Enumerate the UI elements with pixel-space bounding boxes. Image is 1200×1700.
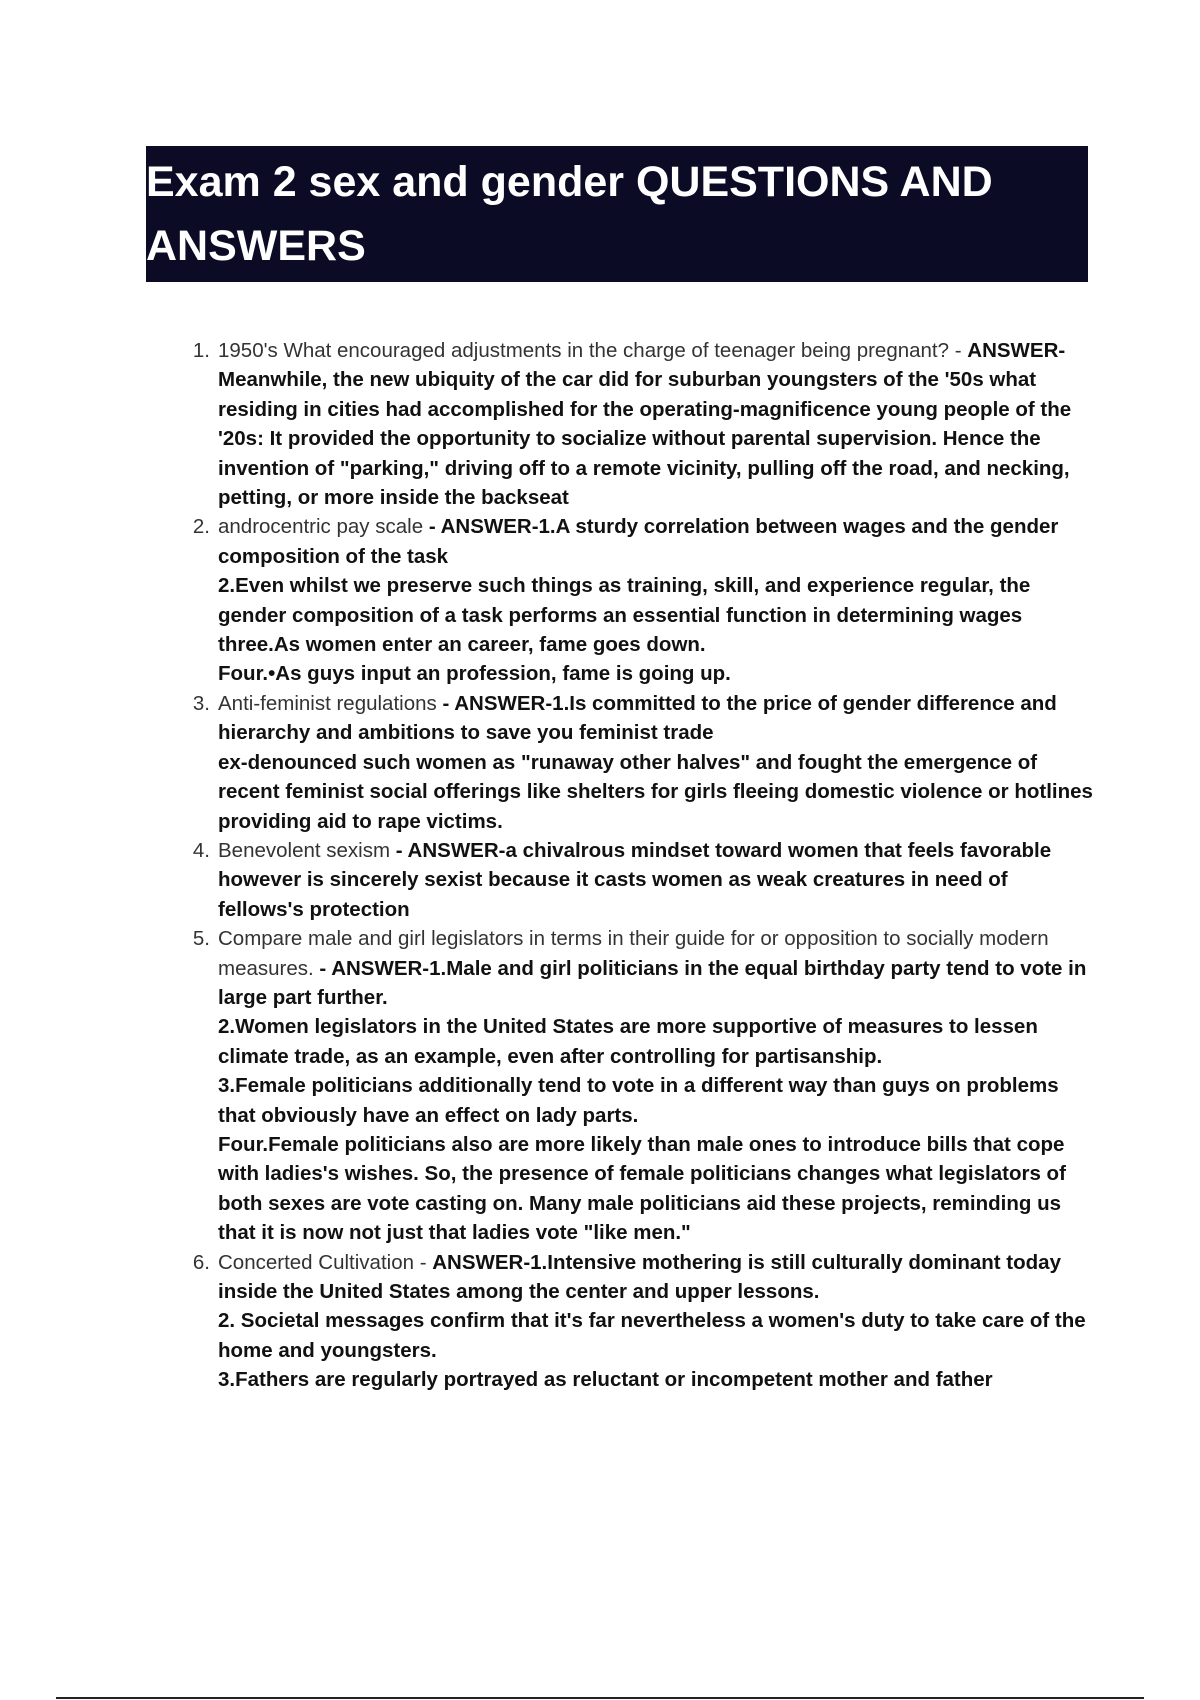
answer-separator: - [390, 838, 408, 862]
question-text: Compare male and girl legislators in terms in their guide for or opposition to socially modern measures. [218, 927, 1049, 980]
item-number: 1. [192, 339, 210, 362]
answer-line: 3.Female politicians additionally tend to vote in a different way than guys on problems that obviously have an effect on lady parts. [218, 1074, 1059, 1127]
qa-item [192, 336, 1098, 512]
qa-item [192, 1248, 1098, 1395]
title-banner [146, 146, 1088, 282]
question-text: Concerted Cultivation [218, 1250, 414, 1274]
answer-separator: - [423, 515, 441, 539]
answer-separator: - [436, 691, 455, 715]
answer-separator: - [414, 1250, 433, 1274]
item-number: 3. [192, 691, 210, 715]
answer-separator: - [313, 956, 332, 980]
answer-line: 2. Societal messages confirm that it's far nevertheless a women's duty to take care of the home and youngsters. [218, 1309, 1086, 1362]
answer-text: ANSWER-a chivalrous mindset toward women that feels favorable however is sincerely sexist because it casts women as weak creatures in need of fellows's protection [218, 838, 1052, 921]
item-number: 5. [192, 927, 210, 951]
answer-line: 2.Even whilst we preserve such things as training, skill, and experience regular, the gender composition of a task performs an essential function in determining wages [218, 574, 1031, 627]
item-number: 2. [192, 515, 210, 539]
answer-line: 2.Women legislators in the United States are more supportive of measures to lessen climate trade, as an example, even after controlling for partisanship. [218, 1015, 1038, 1068]
answer-line: three.As women enter an career, fame goes down. [218, 633, 706, 657]
item-number: 4. [192, 838, 210, 862]
answer-text: ANSWER-1.A sturdy correlation between wages and the gender composition of the task [218, 515, 1059, 568]
answer-line: Four.Female politicians also are more likely than male ones to introduce bills that cope with ladies's wishes. So, the presence of female politicians changes what legislators of both sexes are vote casting on. Many male politicians aid these projects, reminding us that it is now not just that ladies vote "like men." [218, 1132, 1066, 1245]
answer-text: ANSWER-1.Is committed to the price of gender difference and hierarchy and ambitions to save you feminist trade [218, 691, 1057, 745]
answer-text: ANSWER-Meanwhile, the new ubiquity of the car did for suburban youngsters of the '50s what residing in cities had accomplished for the operating-magnificence young people of the '20s: It provided the opportunity to socialize without parental supervision. Hence the invention of "parking," driving off to a remote vicinity, pulling off the road, and necking, petting, or more inside the backseat [218, 339, 1072, 510]
answer-line: ex-denounced such women as "runaway other halves" and fought the emergence of recent feminist social offerings like shelters for girls fleeing domestic violence or hotlines providing aid to rape victims. [218, 750, 1093, 833]
qa-item [192, 689, 1098, 836]
answer-line: Four.•As guys input an profession, fame is going up. [218, 662, 731, 686]
qa-item [192, 512, 1098, 688]
qa-item [192, 924, 1098, 1247]
answer-separator: - [949, 339, 968, 362]
answer-text: ANSWER-1.Intensive mothering is still culturally dominant today inside the United States among the center and upper lessons. [218, 1250, 1061, 1303]
bottom-divider [56, 1697, 1144, 1699]
qa-list [192, 336, 1098, 1395]
document-title: Exam 2 sex and gender QUESTIONS AND ANSWERS [146, 158, 993, 270]
question-text: androcentric pay scale [218, 515, 424, 539]
item-number: 6. [192, 1250, 210, 1274]
answer-text: ANSWER-1.Male and girl politicians in the equal birthday party tend to vote in large part further. [218, 956, 1087, 1009]
question-text: 1950's What encouraged adjustments in the charge of teenager being pregnant? [218, 339, 950, 362]
qa-item [192, 836, 1098, 924]
answer-line: 3.Fathers are regularly portrayed as reluctant or incompetent mother and father [218, 1368, 993, 1392]
question-text: Benevolent sexism [218, 838, 391, 862]
question-text: Anti-feminist regulations [218, 691, 437, 715]
